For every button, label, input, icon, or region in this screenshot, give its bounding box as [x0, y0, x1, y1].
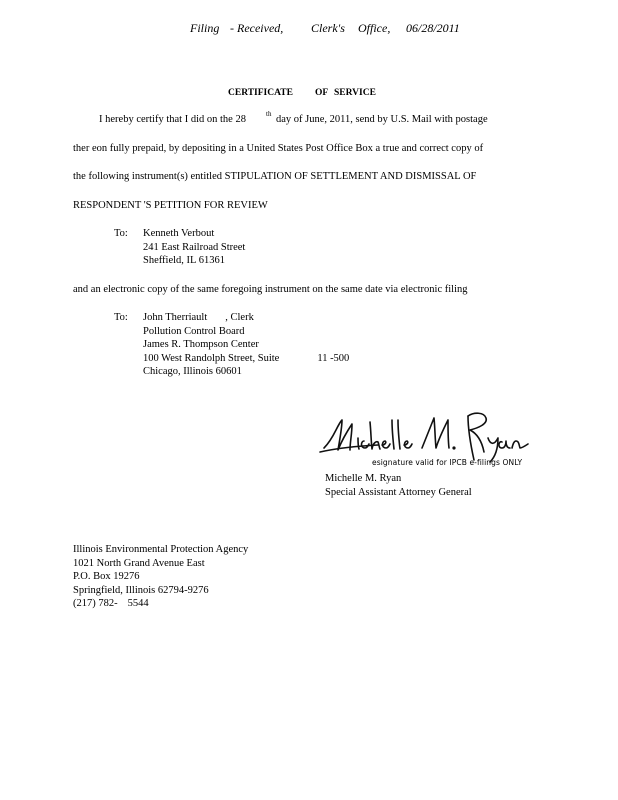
recipient-2-building: James R. Thompson Center [143, 339, 259, 350]
body-line-1-end: day of June, 2011, send by U.S. Mail with postage [276, 114, 488, 125]
recipient-1-city: Sheffield, IL 61361 [143, 255, 225, 266]
agency-phone-number: 5544 [127, 598, 149, 609]
body-line-1-start: I hereby certify that I did on the 28 [99, 114, 246, 125]
header-clerks: Clerk's [311, 21, 345, 35]
electronic-filing-note: and an electronic copy of the same foregoing instrument on the same date via electronic filing [73, 284, 468, 295]
recipient-2-name: John Therriault [143, 312, 208, 323]
recipient-1-address [143, 227, 245, 268]
body-line-2: ther eon fully prepaid, by depositing in a United States Post Office Box a true and correct copy of [73, 143, 484, 154]
body-line-1-ordinal: th [266, 110, 272, 118]
agency-name: Illinois Environmental Protection Agency [73, 544, 249, 555]
title-of: OF [315, 88, 329, 98]
agency-street: 1021 North Grand Avenue East [73, 557, 205, 569]
recipient-2-suite: 11 -500 [317, 352, 350, 364]
recipient-2-address [143, 311, 349, 379]
title-service: SERVICE [334, 88, 376, 98]
signer-block [325, 472, 472, 499]
header-office: Office, [358, 21, 391, 35]
recipient-2-title: , Clerk [225, 312, 254, 323]
agency-address [73, 543, 248, 611]
recipient-2-city: Chicago, Illinois 60601 [143, 366, 242, 377]
body-line-4: RESPONDENT 'S PETITION FOR REVIEW [73, 200, 268, 211]
header-received: - Received, [230, 21, 284, 35]
header-date: 06/28/2011 [406, 21, 460, 35]
signer-name: Michelle M. Ryan [325, 473, 402, 484]
recipient-2-org: Pollution Control Board [143, 325, 245, 337]
recipient-2-street: 100 West Randolph Street, Suite [143, 352, 280, 364]
header-filing: Filing [190, 21, 220, 35]
body-line-3: the following instrument(s) entitled STIPULATION OF SETTLEMENT AND DISMISSAL OF [73, 171, 477, 182]
agency-po-box: P.O. Box 19276 [73, 571, 140, 582]
agency-phone-area: (217) 782- [73, 598, 118, 609]
agency-city: Springfield, Illinois 62794-9276 [73, 584, 209, 596]
esignature-note: esignature valid for IPCB e-filings ONLY [372, 458, 523, 467]
recipient-1-to-label: To: [114, 228, 128, 239]
signer-title: Special Assistant Attorney General [325, 486, 472, 498]
recipient-1-name: Kenneth Verbout [143, 228, 215, 239]
recipient-1-street: 241 East Railroad Street [143, 241, 246, 253]
recipient-2-to-label: To: [114, 312, 128, 323]
title-certificate: CERTIFICATE [228, 88, 293, 98]
